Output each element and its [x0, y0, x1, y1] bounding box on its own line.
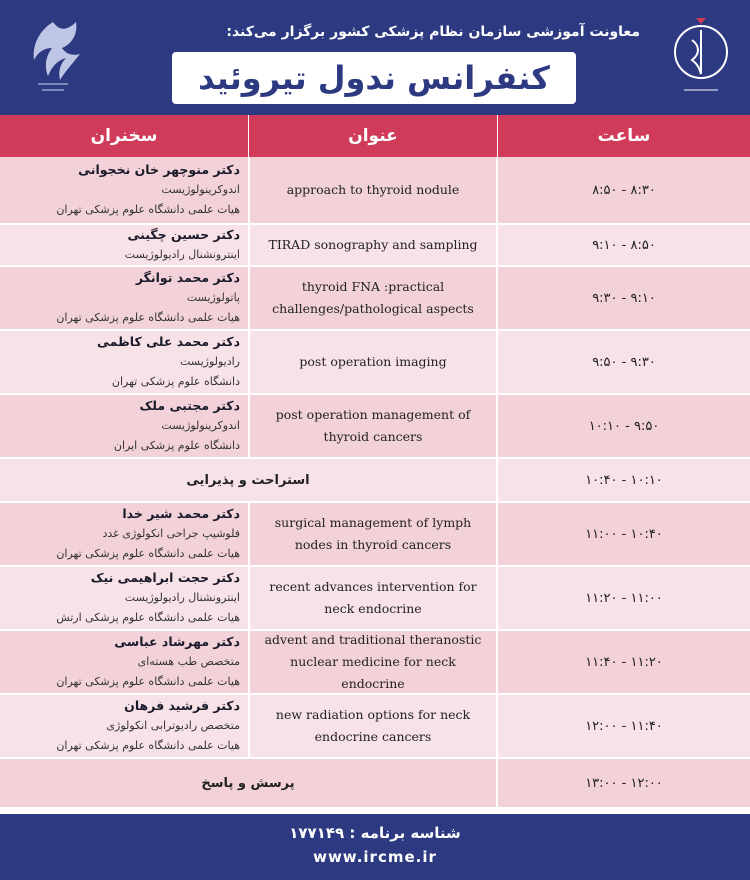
- speaker-name: دکتر محمد علی کاظمی: [96, 334, 240, 349]
- column-header-speakers: سخنران: [90, 126, 158, 146]
- table-header: [0, 115, 750, 157]
- speaker-cell: [0, 157, 248, 223]
- speaker-affiliation: پاتولوژیست: [186, 291, 240, 304]
- break-label: پرسش و پاسخ: [0, 759, 498, 807]
- speaker-affiliation: هیات علمی دانشگاه علوم پزشکی تهران: [56, 739, 240, 752]
- topic-cell: new radiation options for neck endocrine cancers: [248, 695, 498, 757]
- schedule-table: [0, 157, 750, 809]
- time-cell: ۱۰:۴۰ - ۱۱:۰۰: [585, 526, 663, 542]
- speaker-affiliation: اندوکرینولوژیست: [161, 183, 240, 196]
- speaker-cell: [0, 267, 248, 329]
- speaker-name: دکتر محمد شیر خدا: [122, 506, 240, 521]
- speaker-cell: [0, 225, 248, 265]
- speaker-affiliation: اینترونشنال رادیولوژیست: [124, 248, 240, 261]
- table-row: [0, 695, 750, 759]
- speaker-name: دکتر حسین چگینی: [127, 227, 240, 242]
- speaker-affiliation: هیات علمی دانشگاه علوم پزشکی تهران: [56, 675, 240, 688]
- table-row: [0, 157, 750, 225]
- speaker-name: دکتر حجت ابراهیمی نیک: [90, 570, 240, 585]
- speaker-cell: [0, 567, 248, 629]
- page-title: کنفرانس ندول تیروئید: [198, 59, 550, 97]
- time-cell: ۹:۳۰ - ۹:۵۰: [592, 354, 656, 370]
- table-row: [0, 331, 750, 395]
- speaker-name: دکتر محمد توانگر: [135, 270, 240, 285]
- speaker-affiliation: اینترونشنال رادیولوژیست: [124, 591, 240, 604]
- table-row: [0, 631, 750, 695]
- break-label: استراحت و پذیرایی: [0, 459, 498, 501]
- speaker-name: دکتر مهرشاد عباسی: [114, 634, 240, 649]
- speaker-affiliation: دانشگاه علوم پزشکی ایران: [113, 439, 240, 452]
- speaker-name: دکتر مجتبی ملک: [139, 398, 240, 413]
- table-row: [0, 567, 750, 631]
- program-id: شناسه برنامه : ۱۷۷۱۴۹: [289, 824, 461, 842]
- table-row: [0, 503, 750, 567]
- phoenix-logo-icon: [18, 14, 88, 100]
- speaker-affiliation: هیات علمی دانشگاه علوم پزشکی تهران: [56, 311, 240, 324]
- time-cell: ۱۲:۰۰ - ۱۳:۰۰: [585, 775, 663, 791]
- topic-cell: thyroid FNA :practical challenges/pathological aspects: [248, 267, 498, 329]
- time-cell: ۱۱:۲۰ - ۱۱:۴۰: [585, 654, 663, 670]
- topic-cell: surgical management of lymph nodes in thyroid cancers: [248, 503, 498, 565]
- speaker-affiliation: اندوکرینولوژیست: [161, 419, 240, 432]
- time-cell: ۹:۵۰ - ۱۰:۱۰: [588, 418, 660, 434]
- speaker-affiliation: متخصص رادیوترابی انکولوژی: [106, 719, 240, 732]
- speaker-cell: [0, 395, 248, 457]
- time-cell: ۱۰:۱۰ - ۱۰:۴۰: [585, 472, 663, 488]
- website-link[interactable]: www.ircme.ir: [313, 848, 437, 866]
- speaker-cell: [0, 631, 248, 693]
- break-row: [0, 459, 750, 503]
- title-box: [172, 52, 576, 104]
- speaker-affiliation: هیات علمی دانشگاه علوم پزشکی تهران: [56, 203, 240, 216]
- header-banner: [0, 0, 750, 115]
- time-cell: ۸:۳۰ - ۸:۵۰: [592, 182, 656, 198]
- speaker-name: دکتر منوچهر خان نخجوانی: [78, 162, 240, 177]
- speaker-cell: [0, 331, 248, 393]
- speaker-affiliation: فلوشیپ جراحی انکولوژی غدد: [102, 527, 240, 540]
- speaker-affiliation: هیات علمی دانشگاه علوم پزشکی ارتش: [56, 611, 240, 624]
- break-row: [0, 759, 750, 809]
- topic-cell: post operation imaging: [248, 331, 498, 393]
- table-row: [0, 395, 750, 459]
- speaker-cell: [0, 695, 248, 757]
- topic-cell: recent advances intervention for neck endocrine: [248, 567, 498, 629]
- medical-council-logo-icon: [670, 10, 732, 104]
- speaker-affiliation: دانشگاه علوم پزشکی تهران: [111, 375, 240, 388]
- table-row: [0, 267, 750, 331]
- topic-cell: post operation management of thyroid cancers: [248, 395, 498, 457]
- time-cell: ۸:۵۰ - ۹:۱۰: [592, 237, 656, 253]
- table-row: [0, 225, 750, 267]
- topic-cell: approach to thyroid nodule: [248, 157, 498, 223]
- speaker-name: دکتر فرشید فرهان: [124, 698, 240, 713]
- column-header-topic: عنوان: [248, 115, 498, 157]
- footer-banner: [0, 814, 750, 880]
- topic-cell: TIRAD sonography and sampling: [248, 225, 498, 265]
- time-cell: ۱۱:۰۰ - ۱۱:۲۰: [585, 590, 663, 606]
- organizer-subtitle: معاونت آموزشی سازمان نظام پزشکی کشور برگزار می‌کند:: [226, 24, 640, 40]
- time-cell: ۹:۱۰ - ۹:۳۰: [592, 290, 656, 306]
- column-header-time: ساعت: [597, 126, 651, 146]
- speaker-affiliation: رادیولوژیست: [179, 355, 240, 368]
- speaker-cell: [0, 503, 248, 565]
- time-cell: ۱۱:۴۰ - ۱۲:۰۰: [585, 718, 663, 734]
- speaker-affiliation: متخصص طب هسته‌ای: [137, 655, 240, 668]
- topic-cell: advent and traditional theranostic nuclear medicine for neck endocrine: [248, 631, 498, 693]
- speaker-affiliation: هیات علمی دانشگاه علوم پزشکی تهران: [56, 547, 240, 560]
